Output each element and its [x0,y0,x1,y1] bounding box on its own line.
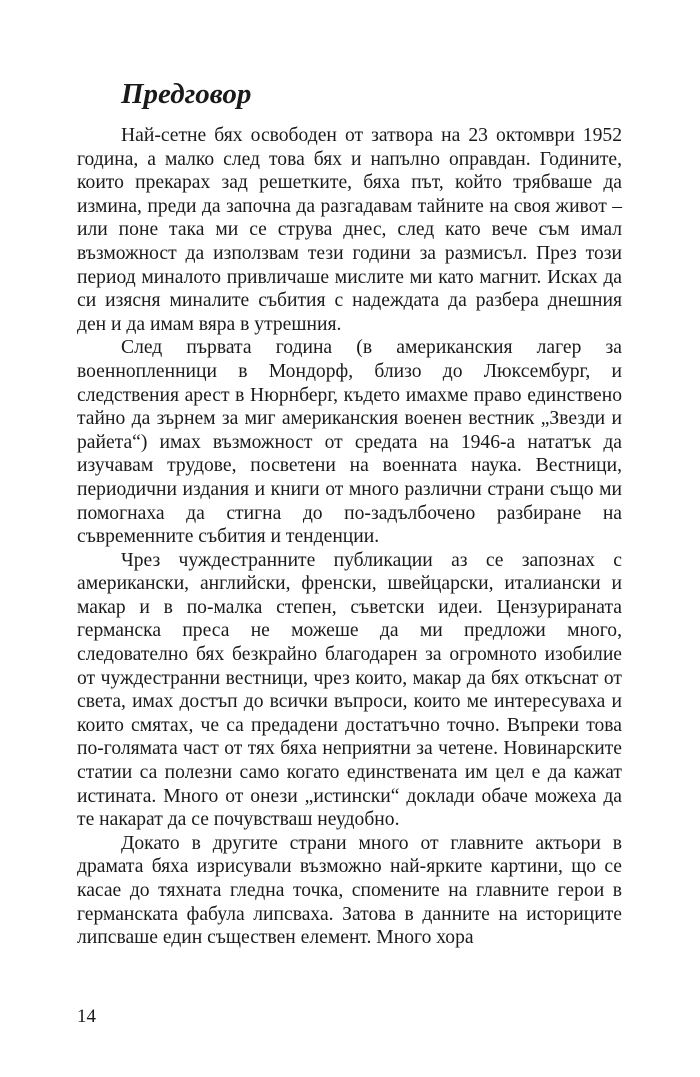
page-number: 14 [77,1006,96,1027]
paragraph-3: Чрез чуждестранните публикации аз се запознах с американски, английски, френски, швейцарски, италиански и макар и в по-малка степен, съветски идеи. Цензурираната германска преса не можеше да ми предложи много, следователно бях безкрайно благодарен за огромното изобилие от чуждестранни вестници, чрез които, макар да бях откъснат от света, имах достъп до всички въпроси, които ме интересуваха и които смятах, че са предадени достатъчно точно. Въпреки това по-голямата част от тях бяха неприятни за четене. Новинарските статии са полезни само когато единствената им цел е да кажат истината. Много от онези „истински“ доклади обаче можеха да те накарат да се почувстваш неудобно. [77,549,622,831]
paragraph-2: След първата година (в американския лагер за военнопленници в Мондорф, близо до Люксембург, и следствения арест в Нюрнберг, където имахме право единствено тайно да зърнем за миг американския военен вестник „Звезди и райета“) имах възможност от средата на 1946-а нататък да изучавам трудове, посветени на военната наука. Вестници, периодични издания и книги от много различни страни също ми помогнаха да стигна до по-задълбочено разбиране на съвременните събития и тенденции. [77,337,622,548]
chapter-title: Предговор [121,78,252,110]
paragraph-4: Докато в другите страни много от главните актьори в драмата бяха изрисували възможно най-ярките картини, що се касае до тяхната гледна точка, спомените на главните герои в германската фабула липсваха. Затова в данните на историците липсваше един съществен елемент. Много хора [77,832,622,949]
paragraph-1: Най-сетне бях освободен от затвора на 23 октомври 1952 година, а малко след това бях и напълно оправдан. Годините, които прекарах зад решетките, бяха път, който трябваше да измина, преди да започна да разгадавам тайните на своя живот – или поне така ми се струва днес, след като вече съм имал възможност да използвам тези години за размисъл. През този период миналото привличаше мислите ми като магнит. Исках да си изясня миналите събития с надеждата да разбера днешния ден и да имам вяра в утрешния. [77,125,622,335]
body-text [77,124,622,950]
